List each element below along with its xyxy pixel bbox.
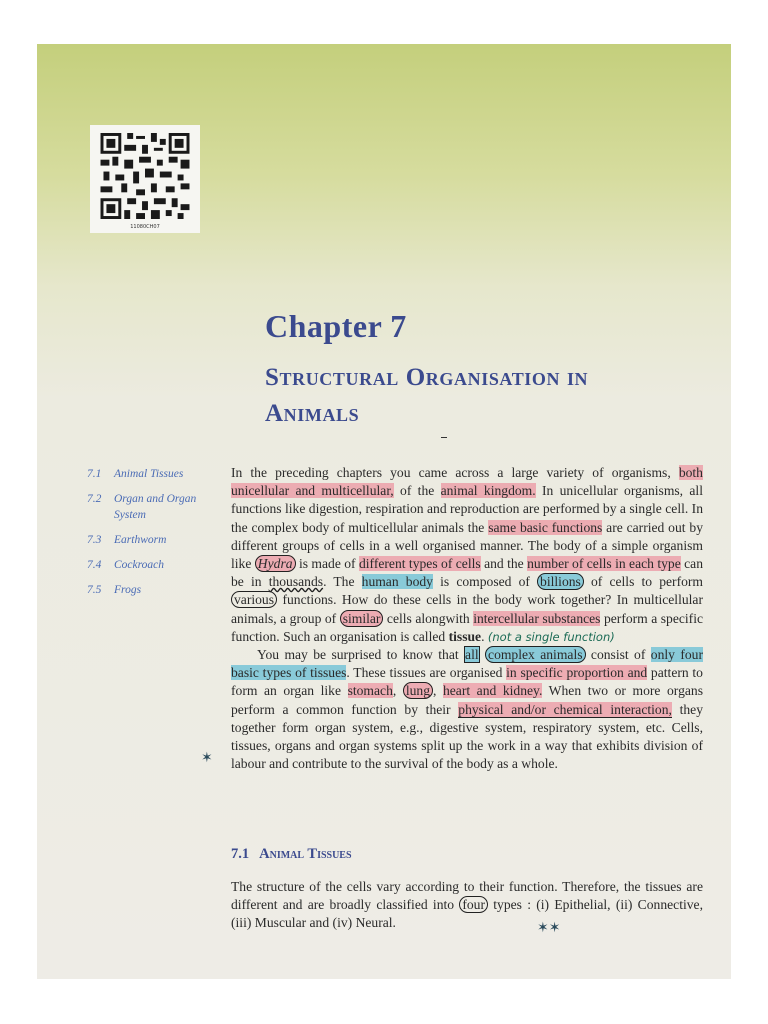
intro-paragraph-1 xyxy=(231,464,703,646)
text-run: are carried out by different groups of cells in a well organised manner. The body of a simple organism like xyxy=(231,519,703,572)
chapter-title: Structural Organisation in Animals xyxy=(265,364,589,427)
circled-term-various: various xyxy=(231,591,277,608)
toc-label: Earthworm xyxy=(114,534,167,546)
handwritten-note: (not a single function) xyxy=(487,629,615,644)
chapter-contents-list xyxy=(87,466,227,607)
text-run: , xyxy=(433,683,443,699)
text-run: functions. How do these cells in the body work together? In multicellular animals, a group of xyxy=(231,592,703,626)
qr-code-panel xyxy=(90,125,200,233)
text-run: , xyxy=(392,683,403,699)
text-run: they together form organ system, e.g., digestive system, respiratory system, etc. Cells, tissues, organs and organ systems split up the work in a way that exhibits division of labour and contribute to the survival of the body as a whole. xyxy=(231,701,704,772)
star-annotation-icon: ✶✶ xyxy=(537,920,561,936)
toc-number: 7.5 xyxy=(87,584,102,596)
underlined-term: thousands xyxy=(268,574,324,590)
text-run: . The xyxy=(323,574,362,590)
text-run: In the preceding chapters you came across a large variety of organisms, xyxy=(231,465,671,480)
highlight-pink: in specific proportion and xyxy=(506,665,648,681)
stray-mark xyxy=(441,437,447,438)
text-run: of cells to perform xyxy=(583,574,703,590)
toc-number: 7.3 xyxy=(87,534,102,546)
text-run: In unicellular organisms, all functions like digestion, respiration and reproduction are performed by a single cell. In the complex body of multicellular animals the xyxy=(231,483,703,535)
text-run: is made of xyxy=(295,556,359,572)
text-run: The structure of the cells vary according to their function. Therefore, the tissues are different and are broadly classified into xyxy=(231,879,703,913)
highlight-pink: animal kingdom. xyxy=(440,483,536,499)
toc-label: Frogs xyxy=(114,584,142,596)
text-run: pattern to form an organ like xyxy=(231,665,703,699)
circled-term-lung: lung xyxy=(403,682,433,699)
highlight-blue: human body xyxy=(361,574,433,590)
highlight-pink: same basic functions xyxy=(488,519,603,535)
toc-label: Animal Tissues xyxy=(114,468,184,480)
star-annotation-icon: ✶ xyxy=(201,750,213,766)
intro-paragraph-2 xyxy=(231,646,703,773)
circled-term-similar: similar xyxy=(340,610,384,627)
text-run: . xyxy=(481,628,485,644)
text-run: is composed of xyxy=(432,574,538,590)
highlight-blue: only four basic types of tissues xyxy=(231,647,703,681)
highlight-pink: heart and kidney. xyxy=(442,683,543,699)
toc-number: 7.1 xyxy=(87,468,102,480)
toc-item-earthworm[interactable] xyxy=(87,532,227,548)
toc-item-organ-system[interactable] xyxy=(87,491,227,523)
text-run: types : (i) Epithelial, (ii) Connective, (iii) Muscular and (iv) Neural. xyxy=(231,897,703,931)
text-run: When two or more organs perform a common function by their xyxy=(231,683,703,717)
highlight-pink: both unicellular and multicellular, xyxy=(231,465,703,499)
text-run: cells alongwith xyxy=(383,610,474,626)
section-title: Animal Tissues xyxy=(259,846,352,862)
circled-term-hydra: Hydra xyxy=(255,555,296,572)
textbook-page xyxy=(37,44,731,979)
text-run: of the xyxy=(393,483,441,499)
toc-item-animal-tissues[interactable] xyxy=(87,466,227,482)
text-run: and the xyxy=(480,556,528,572)
text-run: consist of xyxy=(585,647,651,663)
toc-item-frogs[interactable] xyxy=(87,582,227,598)
text-run: . These tissues are organised xyxy=(346,665,507,681)
qr-code-icon xyxy=(100,133,190,219)
bold-term-tissue: tissue xyxy=(448,628,482,644)
toc-number: 7.4 xyxy=(87,559,102,571)
circled-term-four: four xyxy=(459,896,488,913)
toc-number: 7.2 xyxy=(87,493,102,505)
highlight-pink: stomach xyxy=(347,683,393,699)
toc-item-cockroach[interactable] xyxy=(87,557,227,573)
circled-term-billions: billions xyxy=(537,573,584,590)
toc-label: Cockroach xyxy=(114,559,165,571)
text-run: perform a specific function. Such an organisation is called xyxy=(231,610,704,644)
section-paragraph xyxy=(231,878,703,933)
section-number: 7.1 xyxy=(231,846,250,862)
text-run: You may be surprised to know that xyxy=(257,647,465,663)
section-heading xyxy=(231,846,352,863)
highlight-pink: different types of cells xyxy=(358,556,481,572)
chapter-label: Chapter 7 xyxy=(265,308,407,344)
chapter-intro-text xyxy=(231,464,703,773)
highlight-pink-circled: physical and/or chemical interaction, xyxy=(458,701,672,717)
highlight-pink: number of cells in each type xyxy=(527,556,681,572)
boxed-term-all: all xyxy=(465,647,479,663)
highlight-pink: intercellular substances xyxy=(473,610,601,626)
toc-label: Organ and Organ System xyxy=(114,493,197,521)
circled-term-complex-animals: complex animals xyxy=(485,646,585,663)
qr-code-label: 11080CH07 xyxy=(130,224,160,230)
text-run: can be in xyxy=(231,556,704,590)
